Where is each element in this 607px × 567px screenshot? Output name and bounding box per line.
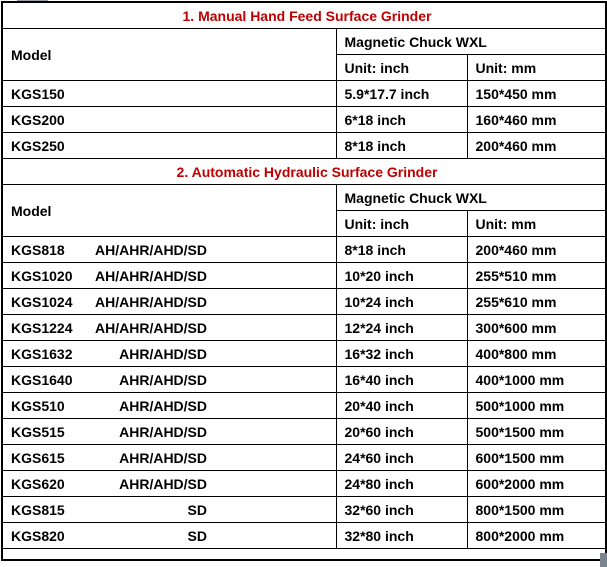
empty-cell — [2, 549, 606, 561]
section-title: 2. Automatic Hydraulic Surface Grinder — [2, 159, 606, 185]
section-title: 1. Manual Hand Feed Surface Grinder — [2, 2, 606, 29]
model-variants: AHR/AHD/SD — [119, 397, 207, 414]
mm-cell: 500*1000 mm — [467, 393, 606, 419]
unit-inch-cell: Unit: inch — [336, 211, 467, 237]
table-row — [2, 315, 606, 341]
table-row — [2, 471, 606, 497]
table-row — [2, 445, 606, 471]
model-code: KGS250 — [11, 137, 65, 154]
model-code: KGS150 — [11, 85, 65, 102]
table-row — [2, 237, 606, 263]
inch-cell: 8*18 inch — [336, 133, 467, 159]
mm-cell: 800*1500 mm — [467, 497, 606, 523]
inch-cell: 6*18 inch — [336, 107, 467, 133]
table-row — [2, 523, 606, 549]
inch-cell: 16*32 inch — [336, 341, 467, 367]
inch-cell: 24*60 inch — [336, 445, 467, 471]
inch-cell: 8*18 inch — [336, 237, 467, 263]
inch-cell: 20*40 inch — [336, 393, 467, 419]
chuck-header-cell: Magnetic Chuck WXL — [336, 185, 606, 211]
model-code: KGS1224 — [11, 319, 73, 336]
mm-cell: 255*610 mm — [467, 289, 606, 315]
model-variants: AHR/AHD/SD — [119, 371, 207, 388]
model-code: KGS820 — [11, 527, 65, 544]
model-variants: AH/AHR/AHD/SD — [95, 241, 207, 258]
unit-inch-cell: Unit: inch — [336, 55, 467, 81]
model-cell — [2, 289, 336, 315]
model-code: KGS620 — [11, 475, 65, 492]
model-code: KGS1632 — [11, 345, 73, 362]
model-code: KGS1024 — [11, 293, 73, 310]
model-cell — [2, 393, 336, 419]
model-header-cell: Model — [2, 29, 336, 81]
model-variants: SD — [187, 527, 207, 544]
table-row — [2, 263, 606, 289]
mm-cell: 160*460 mm — [467, 107, 606, 133]
model-cell — [2, 367, 336, 393]
model-variants: AH/AHR/AHD/SD — [95, 319, 207, 336]
chuck-header-cell: Magnetic Chuck WXL — [336, 29, 606, 55]
model-cell — [2, 341, 336, 367]
model-code: KGS818 — [11, 241, 65, 258]
mm-cell: 200*460 mm — [467, 237, 606, 263]
scrollbar-fragment[interactable] — [600, 553, 607, 567]
partial-cutoff-row — [2, 549, 606, 561]
mm-cell: 200*460 mm — [467, 133, 606, 159]
model-code: KGS515 — [11, 423, 65, 440]
model-cell — [2, 107, 336, 133]
model-cell — [2, 471, 336, 497]
inch-cell: 10*24 inch — [336, 289, 467, 315]
model-code: KGS200 — [11, 111, 65, 128]
section-1-title-row — [2, 2, 606, 29]
model-cell — [2, 419, 336, 445]
mm-cell: 400*1000 mm — [467, 367, 606, 393]
table-row — [2, 393, 606, 419]
table-row — [2, 341, 606, 367]
mm-cell: 400*800 mm — [467, 341, 606, 367]
inch-cell: 20*60 inch — [336, 419, 467, 445]
model-cell — [2, 263, 336, 289]
mm-cell: 150*450 mm — [467, 81, 606, 107]
grinder-spec-table — [1, 1, 607, 561]
model-code: KGS815 — [11, 501, 65, 518]
model-variants: AHR/AHD/SD — [119, 475, 207, 492]
inch-cell: 24*80 inch — [336, 471, 467, 497]
inch-cell: 32*60 inch — [336, 497, 467, 523]
mm-cell: 300*600 mm — [467, 315, 606, 341]
mm-cell: 500*1500 mm — [467, 419, 606, 445]
model-variants: SD — [187, 501, 207, 518]
model-cell — [2, 315, 336, 341]
unit-mm-cell: Unit: mm — [467, 55, 606, 81]
mm-cell: 255*510 mm — [467, 263, 606, 289]
model-header-cell: Model — [2, 185, 336, 237]
inch-cell: 32*80 inch — [336, 523, 467, 549]
model-cell — [2, 81, 336, 107]
table-row — [2, 367, 606, 393]
inch-cell: 12*24 inch — [336, 315, 467, 341]
inch-cell: 10*20 inch — [336, 263, 467, 289]
model-cell — [2, 133, 336, 159]
section-2-header-row — [2, 185, 606, 211]
table-row — [2, 107, 606, 133]
table-row — [2, 419, 606, 445]
table-row — [2, 81, 606, 107]
model-code: KGS1020 — [11, 267, 73, 284]
unit-mm-cell: Unit: mm — [467, 211, 606, 237]
table-row — [2, 289, 606, 315]
mm-cell: 600*1500 mm — [467, 445, 606, 471]
model-cell — [2, 497, 336, 523]
model-cell — [2, 445, 336, 471]
model-code: KGS615 — [11, 449, 65, 466]
table-row — [2, 497, 606, 523]
model-variants: AH/AHR/AHD/SD — [95, 293, 207, 310]
model-cell — [2, 523, 336, 549]
table-row — [2, 133, 606, 159]
model-code: KGS510 — [11, 397, 65, 414]
mm-cell: 800*2000 mm — [467, 523, 606, 549]
mm-cell: 600*2000 mm — [467, 471, 606, 497]
section-1-header-row — [2, 29, 606, 55]
section-2-title-row — [2, 159, 606, 185]
model-code: KGS1640 — [11, 371, 73, 388]
model-variants: AHR/AHD/SD — [119, 345, 207, 362]
inch-cell: 5.9*17.7 inch — [336, 81, 467, 107]
model-variants: AH/AHR/AHD/SD — [95, 267, 207, 284]
inch-cell: 16*40 inch — [336, 367, 467, 393]
model-cell — [2, 237, 336, 263]
model-variants: AHR/AHD/SD — [119, 423, 207, 440]
model-variants: AHR/AHD/SD — [119, 449, 207, 466]
